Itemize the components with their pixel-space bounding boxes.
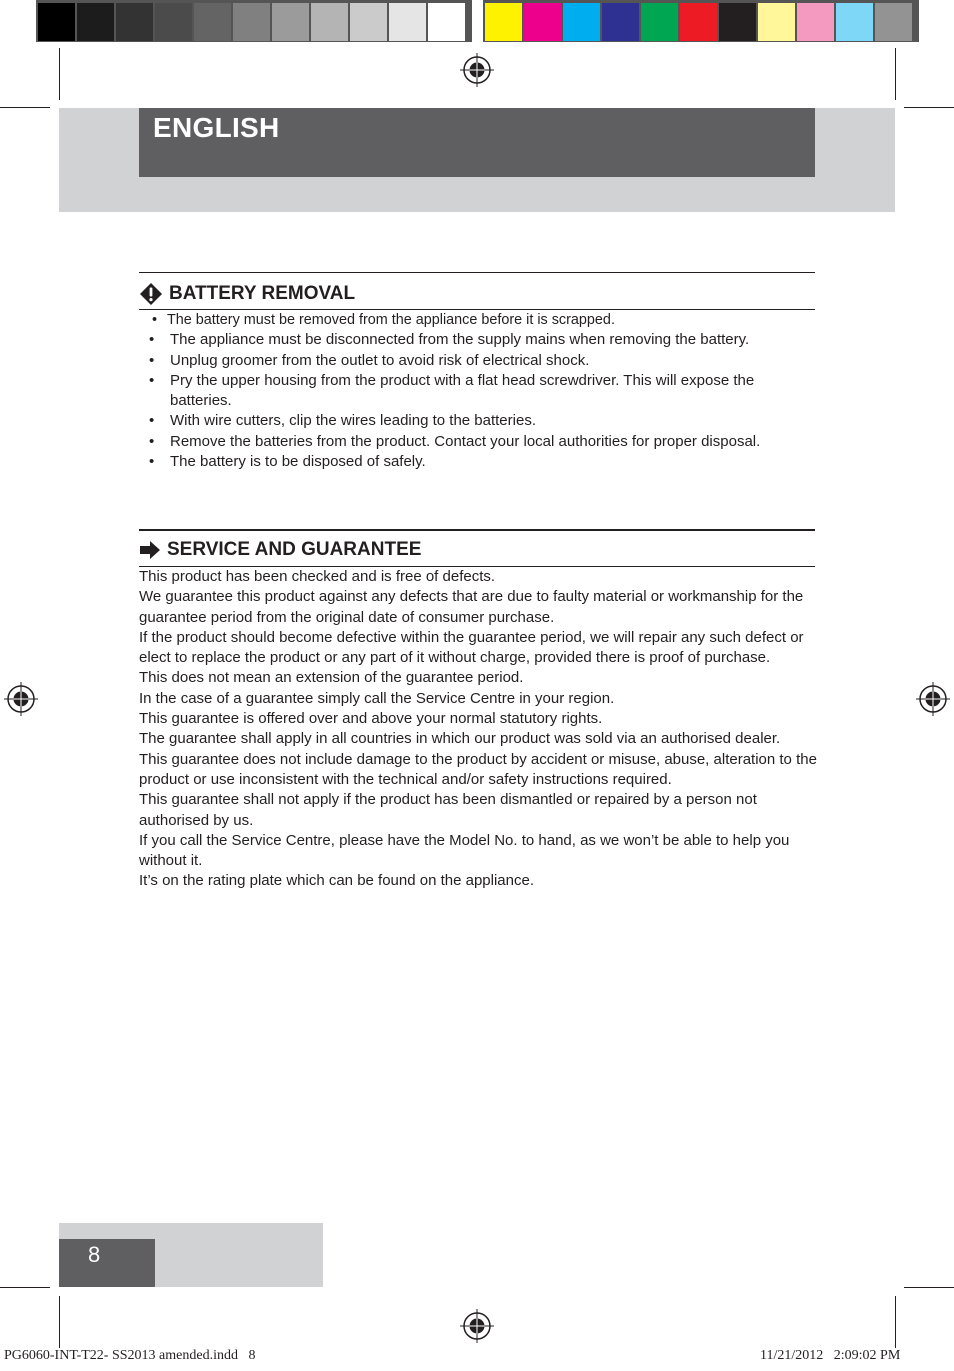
service-heading: [139, 539, 421, 561]
color-swatch: [758, 3, 795, 41]
file-slug: PG6060-INT-T22- SS2013 amended.indd 8: [4, 1348, 256, 1363]
list-item-text: With wire cutters, clip the wires leading to the batteries.: [170, 412, 536, 430]
list-item-text: Pry the upper housing from the product with a flat head screwdriver. This will expose the batteries.: [170, 371, 755, 410]
color-swatch: [428, 3, 465, 41]
registration-mark-icon: [916, 682, 950, 716]
service-title: SERVICE AND GUARANTEE: [167, 539, 422, 560]
list-item-text: The battery is to be disposed of safely.: [170, 453, 426, 471]
color-swatch: [77, 3, 114, 41]
color-swatch: [38, 3, 75, 41]
print-timestamp: 11/21/2012 2:09:02 PM: [760, 1348, 901, 1363]
crop-mark: [904, 107, 954, 108]
process-color-bar: [483, 0, 919, 42]
color-swatch: [524, 3, 561, 41]
service-body: [139, 567, 819, 892]
color-swatch: [194, 3, 231, 41]
color-swatch: [350, 3, 387, 41]
paragraph: We guarantee this product against any defects that are due to faulty material or workmanship for the guarantee period from the original date of consumer purchase.: [139, 588, 804, 626]
paragraph: If the product should become defective within the guarantee period, we will repair any such defect or elect to replace the product or any part of it without charge, provided there is proof of purchase.: [139, 628, 804, 667]
crop-mark: [895, 48, 896, 100]
page-number-box: [59, 1239, 155, 1287]
bullet-dot: •: [149, 412, 155, 430]
list-item: [139, 411, 815, 431]
crop-mark: [0, 1287, 50, 1288]
bullet-dot: •: [149, 453, 155, 471]
bullet-dot: •: [152, 312, 158, 328]
color-swatch: [485, 3, 522, 41]
list-item-text: Unplug groomer from the outlet to avoid risk of electrical shock.: [170, 351, 590, 369]
list-item-text: The battery must be removed from the appliance before it is scrapped.: [167, 312, 615, 328]
crop-mark: [895, 1296, 896, 1348]
crop-mark: [59, 1296, 60, 1348]
crop-mark: [59, 48, 60, 100]
paragraph: In the case of a guarantee simply call the Service Centre in your region.: [139, 689, 615, 707]
grayscale-color-bar: [36, 0, 472, 42]
list-item: [139, 351, 815, 371]
registration-mark-icon: [460, 1309, 494, 1343]
list-item: [139, 310, 815, 330]
color-swatch: [563, 3, 600, 41]
paragraph: If you call the Service Centre, please have the Model No. to hand, as we won’t be able to help you without it.: [139, 831, 790, 870]
color-swatch: [602, 3, 639, 41]
section-top-rule: [139, 529, 815, 531]
list-item-text: Remove the batteries from the product. Contact your local authorities for proper disposal.: [170, 432, 761, 450]
list-item: [139, 452, 815, 472]
language-title: ENGLISH: [153, 112, 280, 143]
color-swatch: [155, 3, 192, 41]
color-swatch: [641, 3, 678, 41]
battery-removal-list: [139, 310, 815, 472]
section-top-rule: [139, 272, 815, 273]
paragraph: The guarantee shall apply in all countries in which our product was sold via an authorised dealer.: [139, 730, 781, 748]
color-swatch: [116, 3, 153, 41]
bullet-dot: •: [149, 371, 155, 389]
color-swatch: [233, 3, 270, 41]
paragraph: This product has been checked and is free of defects.: [139, 568, 496, 585]
list-item: [139, 371, 815, 412]
list-item: [139, 432, 815, 452]
bullet-dot: •: [149, 432, 155, 450]
battery-removal-heading: [139, 282, 355, 306]
bullet-dot: •: [149, 351, 155, 369]
color-swatch: [836, 3, 873, 41]
list-item: [139, 330, 815, 350]
arrow-right-icon: [139, 540, 161, 560]
color-swatch: [719, 3, 756, 41]
paragraph: This guarantee shall not apply if the product has been dismantled or repaired by a person not authorised by us.: [139, 791, 757, 829]
bullet-dot: •: [149, 331, 155, 349]
registration-mark-icon: [460, 53, 494, 87]
battery-removal-title: BATTERY REMOVAL: [169, 283, 356, 304]
color-swatch: [272, 3, 309, 41]
list-item-text: The appliance must be disconnected from the supply mains when removing the battery.: [170, 331, 750, 349]
color-swatch: [797, 3, 834, 41]
warning-diamond-icon: [139, 282, 163, 306]
registration-mark-icon: [4, 682, 38, 716]
crop-mark: [904, 1287, 954, 1288]
paragraph: This guarantee is offered over and above your normal statutory rights.: [139, 710, 603, 728]
color-swatch: [875, 3, 912, 41]
page-number: 8: [88, 1242, 101, 1267]
crop-mark: [0, 107, 50, 108]
color-swatch: [311, 3, 348, 41]
color-swatch: [680, 3, 717, 41]
paragraph: This does not mean an extension of the guarantee period.: [139, 669, 524, 687]
color-swatch: [389, 3, 426, 41]
paragraph: This guarantee does not include damage to the product by accident or misuse, abuse, alteration to the product or use inconsistent with the technical and/or safety instructions required.: [139, 750, 817, 788]
paragraph: It’s on the rating plate which can be found on the appliance.: [139, 872, 535, 890]
